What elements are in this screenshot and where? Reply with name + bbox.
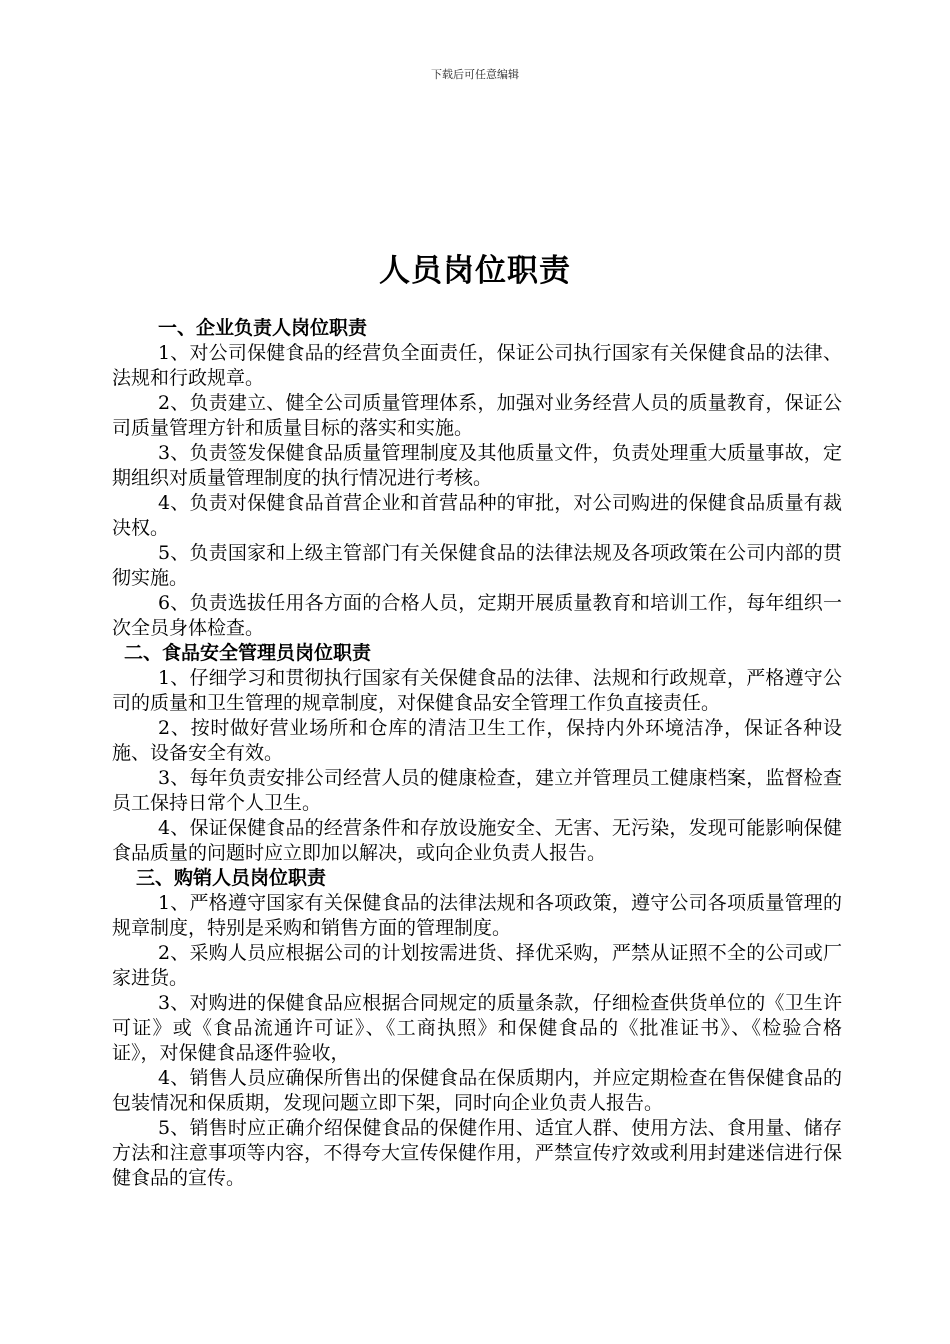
section-heading-purchasing-sales: 三、购销人员岗位职责 <box>136 867 327 889</box>
paragraph: 5、销售时应正确介绍保健食品的保健作用、适宜人群、使用方法、食用量、储存方法和注意事项等内容，不得夸大宣传保健作用，严禁宣传疗效或利用封建迷信进行保健食品的宣传。 <box>112 1117 842 1189</box>
paragraph: 4、负责对保健食品首营企业和首营品种的审批，对公司购进的保健食品质量有裁决权。 <box>112 492 842 539</box>
section-heading-food-safety: 二、食品安全管理员岗位职责 <box>124 642 372 664</box>
paragraph: 6、负责选拔任用各方面的合格人员，定期开展质量教育和培训工作，每年组织一次全员身体检查。 <box>112 592 842 639</box>
paragraph: 2、采购人员应根据公司的计划按需进货、择优采购，严禁从证照不全的公司或厂家进货。 <box>112 942 842 989</box>
paragraph: 3、每年负责安排公司经营人员的健康检查，建立并管理员工健康档案，监督检查员工保持日常个人卫生。 <box>112 767 842 814</box>
paragraph: 2、按时做好营业场所和仓库的清洁卫生工作，保持内外环境洁净，保证各种设施、设备安全有效。 <box>112 717 842 764</box>
section-heading-leader: 一、企业负责人岗位职责 <box>158 317 368 339</box>
paragraph: 1、仔细学习和贯彻执行国家有关保健食品的法律、法规和行政规章，严格遵守公司的质量和卫生管理的规章制度，对保健食品安全管理工作负直接责任。 <box>112 667 842 714</box>
paragraph: 4、保证保健食品的经营条件和存放设施安全、无害、无污染，发现可能影响保健食品质量的问题时应立即加以解决，或向企业负责人报告。 <box>112 817 842 864</box>
paragraph: 3、对购进的保健食品应根据合同规定的质量条款，仔细检查供货单位的《卫生许可证》或《食品流通许可证》、《工商执照》和保健食品的《批准证书》、《检验合格证》，对保健食品逐件验收， <box>112 992 842 1064</box>
document-title: 人员岗位职责 <box>379 253 571 289</box>
paragraph: 4、销售人员应确保所售出的保健食品在保质期内，并应定期检查在售保健食品的包装情况和保质期，发现问题立即下架，同时向企业负责人报告。 <box>112 1067 842 1114</box>
paragraph: 2、负责建立、健全公司质量管理体系，加强对业务经营人员的质量教育，保证公司质量管理方针和质量目标的落实和实施。 <box>112 392 842 439</box>
header-note: 下载后可任意编辑 <box>431 68 519 81</box>
document-body <box>112 316 842 1191</box>
paragraph: 1、严格遵守国家有关保健食品的法律法规和各项政策，遵守公司各项质量管理的规章制度，特别是采购和销售方面的管理制度。 <box>112 892 842 939</box>
paragraph: 5、负责国家和上级主管部门有关保健食品的法律法规及各项政策在公司内部的贯彻实施。 <box>112 542 842 589</box>
paragraph: 1、对公司保健食品的经营负全面责任，保证公司执行国家有关保健食品的法律、法规和行政规章。 <box>112 342 842 389</box>
paragraph: 3、负责签发保健食品质量管理制度及其他质量文件，负责处理重大质量事故，定期组织对质量管理制度的执行情况进行考核。 <box>112 442 842 489</box>
